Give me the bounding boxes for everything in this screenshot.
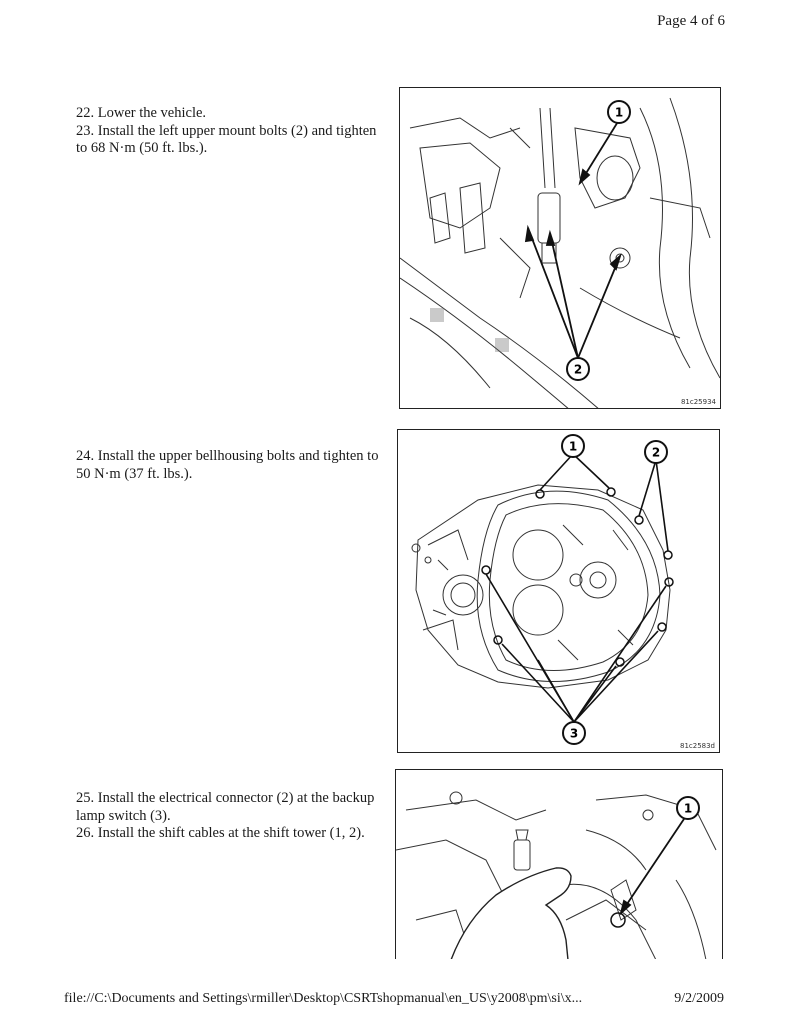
step-line: 25. Install the electrical connector (2) at the backup bbox=[76, 790, 375, 806]
callout-number: 3 bbox=[569, 726, 579, 741]
step-line: to 68 N·m (50 ft. lbs.). bbox=[76, 140, 208, 156]
figure-engine-mount bbox=[399, 87, 721, 409]
figure-bellhousing bbox=[397, 429, 720, 753]
shift-tower-illustration bbox=[396, 770, 723, 959]
engine-mount-illustration bbox=[400, 88, 721, 409]
step-line: lamp switch (3). bbox=[76, 807, 171, 824]
footer bbox=[64, 991, 724, 1007]
step-line: 50 N·m (37 ft. lbs.). bbox=[76, 465, 193, 482]
figure-code: 81c25934 bbox=[680, 398, 716, 406]
callout-number: 1 bbox=[683, 801, 693, 816]
footer-file-path: file://C:\Documents and Settings\rmiller\Desktop\CSRTshopmanual\en_US\y2008\pm\si\x... bbox=[64, 991, 583, 1006]
footer-date: 9/2/2009 bbox=[674, 991, 724, 1006]
step-text-3 bbox=[76, 790, 398, 843]
callout-number: 1 bbox=[614, 105, 624, 120]
bellhousing-illustration bbox=[398, 430, 720, 753]
page-number: Page 4 of 6 bbox=[657, 13, 725, 29]
figure-code: 81c2583d bbox=[679, 742, 715, 750]
step-text-1 bbox=[76, 105, 398, 158]
step-line: 24. Install the upper bellhousing bolts and tighten to bbox=[76, 448, 379, 464]
step-line: 22. Lower the vehicle. bbox=[76, 105, 207, 121]
step-line: 23. Install the left upper mount bolts (2) and tighten bbox=[76, 122, 377, 139]
step-text-2 bbox=[76, 448, 398, 483]
hand-outline bbox=[451, 868, 571, 959]
callout-number: 1 bbox=[568, 439, 578, 454]
callout-number: 2 bbox=[573, 362, 583, 377]
figure-shift-tower bbox=[395, 769, 723, 959]
step-line: 26. Install the shift cables at the shift tower (1, 2). bbox=[76, 825, 365, 841]
callout-number: 2 bbox=[651, 445, 661, 460]
